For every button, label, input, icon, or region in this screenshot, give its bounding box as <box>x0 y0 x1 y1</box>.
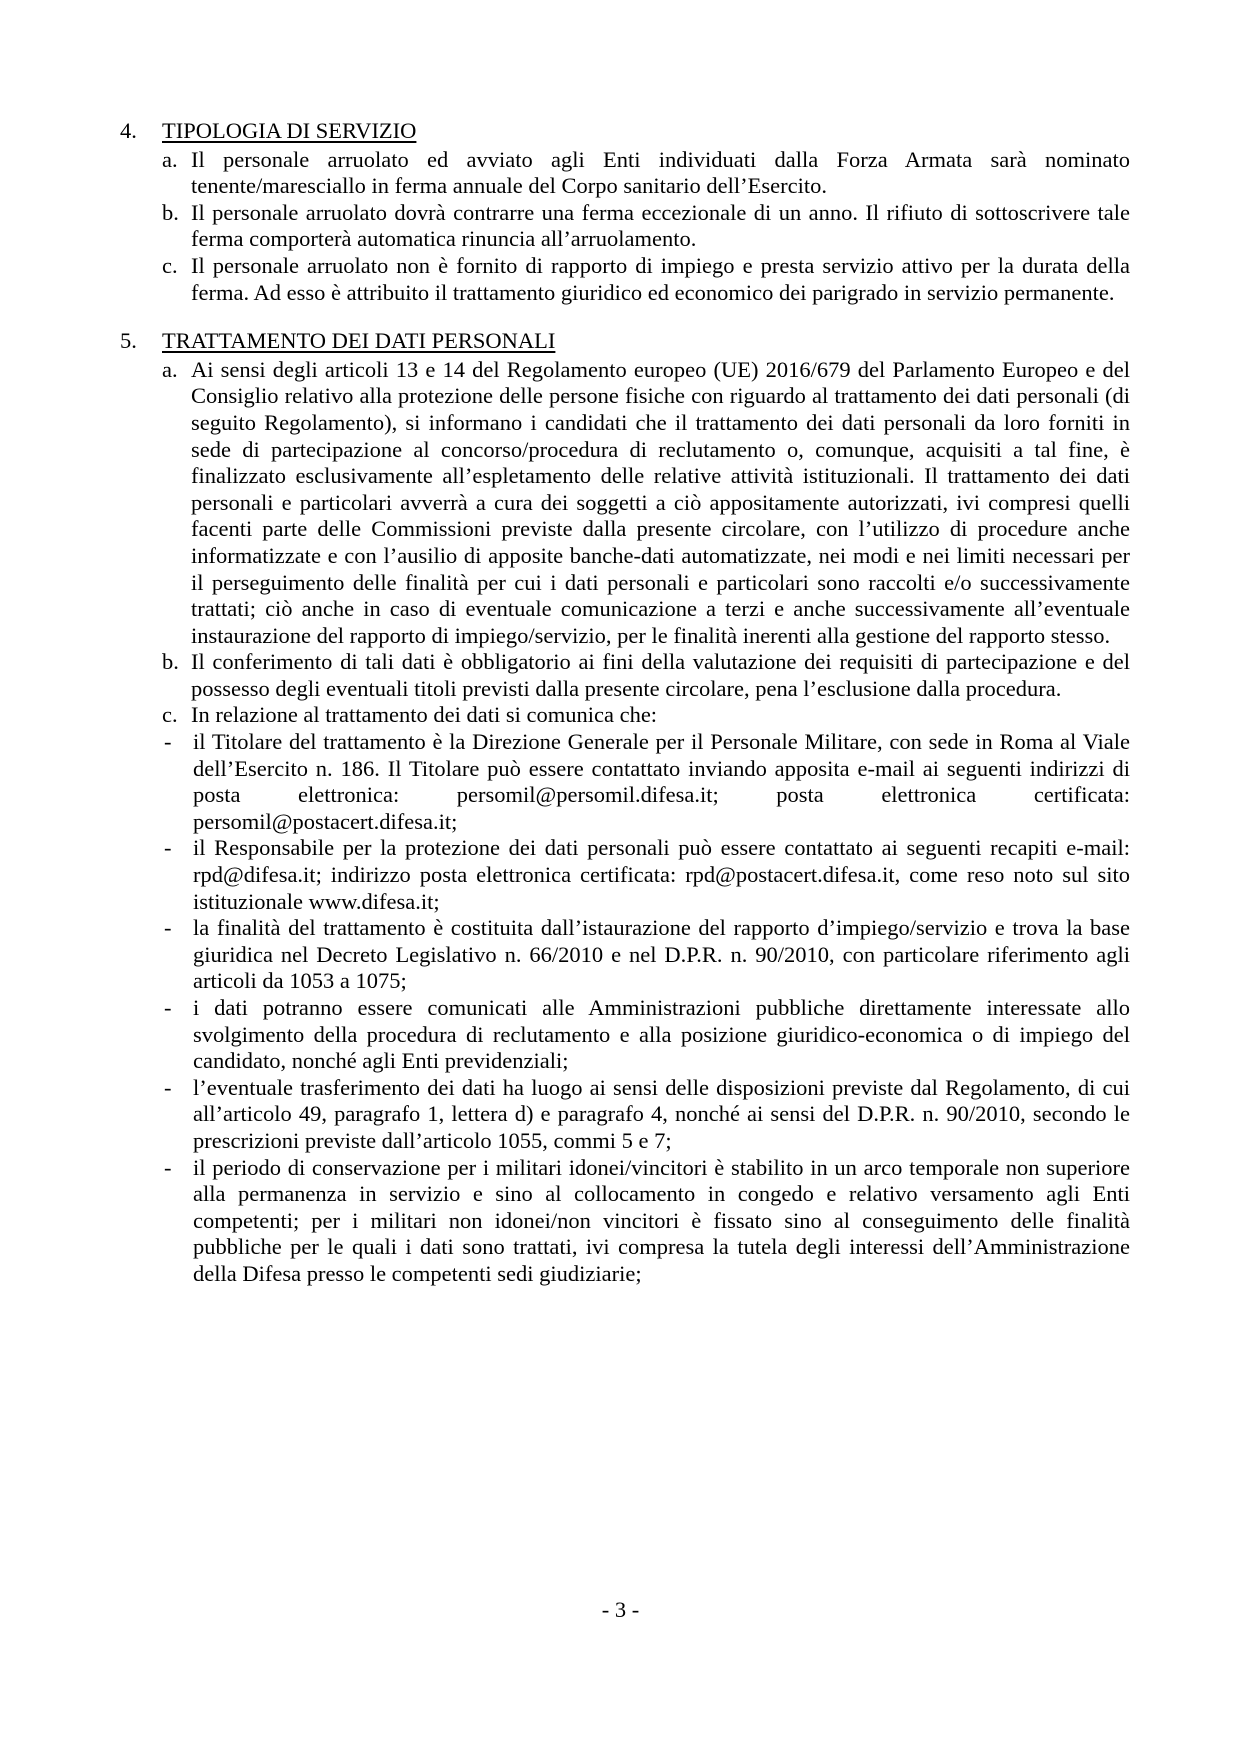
bullet-item <box>162 729 1130 835</box>
section-heading <box>120 328 1130 355</box>
bullet-item <box>162 1155 1130 1288</box>
list-item <box>162 702 1130 1287</box>
item-letter: a. <box>162 146 178 172</box>
bullet-marker: - <box>164 1154 172 1180</box>
section-heading <box>120 118 1130 145</box>
section-items <box>162 357 1130 1288</box>
list-item <box>162 649 1130 702</box>
bullet-marker: - <box>164 835 172 861</box>
bullet-list <box>162 729 1130 1287</box>
bullet-item <box>162 915 1130 995</box>
bullet-marker: - <box>164 995 172 1020</box>
bullet-marker: - <box>164 915 172 941</box>
item-letter: c. <box>162 702 178 728</box>
item-text: Il personale arruolato ed avviato agli Enti individuati dalla Forza Armata sarà nominato tenente/maresciallo in ferma annuale del Corpo sanitario dell’Esercito. <box>191 146 1130 199</box>
bullet-item <box>162 1075 1130 1155</box>
item-text: Il personale arruolato dovrà contrarre una ferma eccezionale di un anno. Il rifiuto di sottoscrivere tale ferma comporterà automatica rinuncia all’arruolamento. <box>191 199 1130 252</box>
bullet-text: il Responsabile per la protezione dei dati personali può essere contattato ai seguenti recapiti e-mail: rpd@difesa.it; indirizzo posta elettronica certificata: rpd@postacert.difesa.it, come reso noto sul sito istituzionale www.difesa.it; <box>193 835 1130 914</box>
section-title: TIPOLOGIA DI SERVIZIO <box>162 118 417 143</box>
bullet-text: il periodo di conservazione per i militari idonei/vincitori è stabilito in un arco temporale non superiore alla permanenza in servizio e sino al collocamento in congedo e relativo versamento agli Enti competenti; per i militari non idonei/non vincitori è fissato sino al conseguimento delle finalità pubbliche per le quali i dati sono trattati, ivi compresa la tutela degli interessi dell’Amministrazione della Difesa presso le competenti sedi giudiziarie; <box>193 1154 1130 1286</box>
item-letter: b. <box>162 649 179 675</box>
list-item <box>162 147 1130 200</box>
item-letter: b. <box>162 199 179 225</box>
page-number: - 3 - <box>601 1597 640 1622</box>
item-letter: c. <box>162 252 178 278</box>
item-text: In relazione al trattamento dei dati si comunica che: <box>191 702 658 728</box>
bullet-text: l’eventuale trasferimento dei dati ha luogo ai sensi delle disposizioni previste dal Regolamento, di cui all’articolo 49, paragrafo 1, lettera d) e paragrafo 4, nonché ai sensi del D.P.R. n. 90/2010, secondo le prescrizioni previste dall’articolo 1055, commi 5 e 7; <box>193 1074 1130 1153</box>
list-item <box>162 253 1130 306</box>
document-page <box>120 118 1130 1310</box>
section-title: TRATTAMENTO DEI DATI PERSONALI <box>162 328 556 354</box>
section-tipologia-di-servizio <box>120 118 1130 306</box>
section-number: 4. <box>120 118 137 143</box>
section-items <box>162 147 1130 307</box>
bullet-text: la finalità del trattamento è costituita dall’istaurazione del rapporto d’impiego/servizio e trova la base giuridica nel Decreto Legislativo n. 66/2010 e nel D.P.R. n. 90/2010, con particolare riferimento agli articoli da 1053 a 1075; <box>193 915 1130 994</box>
item-text: Il conferimento di tali dati è obbligatorio ai fini della valutazione dei requisiti di partecipazione e del possesso degli eventuali titoli previsti dalla presente circolare, pena l’esclusione dalla procedura. <box>191 649 1130 701</box>
list-item <box>162 357 1130 650</box>
section-number: 5. <box>120 328 137 354</box>
bullet-text: il Titolare del trattamento è la Direzione Generale per il Personale Militare, con sede in Roma al Viale dell’Esercito n. 186. Il Titolare può essere contattato inviando apposita e-mail ai seguenti indirizzi di posta elettronica: persomil@persomil.difesa.it; posta elettronica certificata: persomil@postacert.difesa.it; <box>193 729 1130 834</box>
bullet-item <box>162 995 1130 1075</box>
item-text: Il personale arruolato non è fornito di rapporto di impiego e presta servizio attivo per la durata della ferma. Ad esso è attribuito il trattamento giuridico ed economico dei parigrado in servizio permanente. <box>191 252 1130 305</box>
section-trattamento-dati-personali <box>120 328 1130 1287</box>
bullet-marker: - <box>164 1074 172 1100</box>
bullet-marker: - <box>164 729 172 755</box>
item-text: Ai sensi degli articoli 13 e 14 del Regolamento europeo (UE) 2016/679 del Parlamento Europeo e del Consiglio relativo alla protezione delle persone fisiche con riguardo al trattamento dei dati personali (di seguito Regolamento), si informano i candidati che il trattamento dei dati personali da loro forniti in sede di partecipazione al concorso/procedura di reclutamento o, comunque, acquisiti a tal fine, è finalizzato esclusivamente all’espletamento delle relative attività istituzionali. Il trattamento dei dati personali e particolari avverrà a cura dei soggetti a ciò appositamente autorizzati, ivi compresi quelli facenti parte delle Commissioni previste dalla presente circolare, con l’utilizzo di procedure anche informatizzate e con l’ausilio di apposite banche-dati automatizzate, nei modi e nei limiti necessari per il perseguimento delle finalità per cui i dati personali e particolari sono raccolti e/o successivamente trattati; ciò anche in caso di eventuale comunicazione a terzi e anche successivamente all’eventuale instaurazione del rapporto di impiego/servizio, per le finalità inerenti alla gestione del rapporto stesso. <box>191 356 1130 648</box>
item-letter: a. <box>162 356 178 382</box>
item-body <box>164 702 1130 1287</box>
bullet-text: i dati potranno essere comunicati alle Amministrazioni pubbliche direttamente interessate allo svolgimento della procedura di reclutamento e alla posizione giuridico-economica o di impiego del candidato, nonché agli Enti previdenziali; <box>193 995 1130 1074</box>
list-item <box>162 200 1130 253</box>
bullet-item <box>162 835 1130 915</box>
